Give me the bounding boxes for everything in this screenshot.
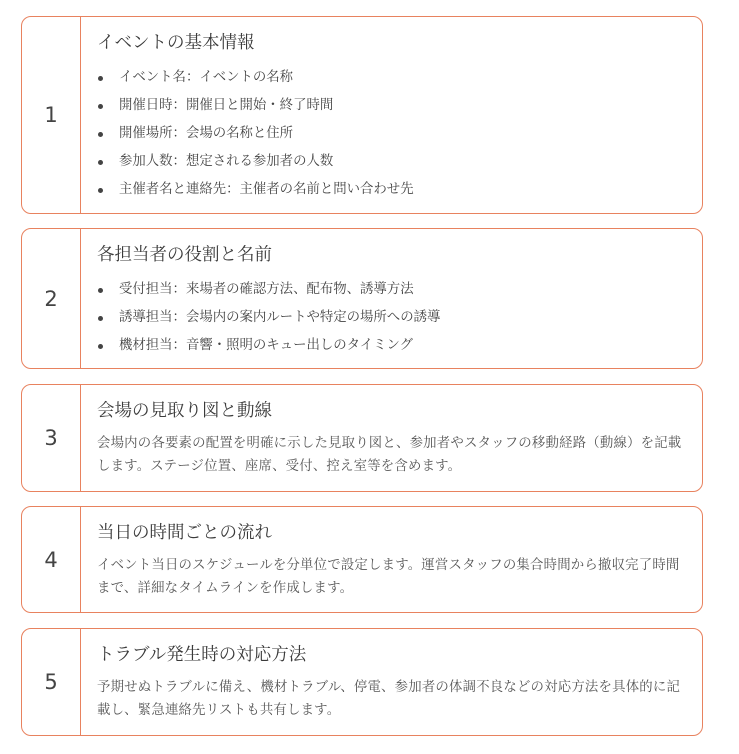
section-number: 5 (22, 629, 81, 735)
section-card-2 (21, 228, 703, 369)
section-number: 1 (22, 17, 81, 213)
list-item: 主催者名と連絡先：主催者の名前と問い合わせ先 (97, 176, 696, 204)
section-title: 会場の見取り図と動線 (97, 401, 272, 421)
list-item: 参加人数：想定される参加者の人数 (97, 148, 696, 176)
bullet-list (97, 276, 696, 360)
list-item: 誘導担当：会場内の案内ルートや特定の場所への誘導 (97, 304, 696, 332)
section-body (81, 507, 702, 612)
section-card-3 (21, 384, 703, 492)
section-card-1 (21, 16, 703, 214)
section-description: イベント当日のスケジュールを分単位で設定します。運営スタッフの集合時間から撤収完了時間まで、詳細なタイムラインを作成します。 (97, 558, 680, 596)
section-title: 各担当者の役割と名前 (97, 245, 272, 265)
list-item: 開催日時：開催日と開始・終了時間 (97, 92, 696, 120)
section-title: 当日の時間ごとの流れ (97, 523, 272, 543)
section-card-5 (21, 628, 703, 736)
section-title: トラブル発生時の対応方法 (97, 645, 307, 665)
list-item: 機材担当：音響・照明のキュー出しのタイミング (97, 332, 696, 360)
section-number: 2 (22, 229, 81, 368)
section-description: 会場内の各要素の配置を明確に示した見取り図と、参加者やスタッフの移動経路（動線）を記載します。ステージ位置、座席、受付、控え室等を含めます。 (97, 436, 682, 474)
list-item: イベント名：イベントの名称 (97, 64, 696, 92)
section-body (81, 17, 702, 213)
section-body (81, 229, 702, 368)
section-number: 4 (22, 507, 81, 612)
section-number: 3 (22, 385, 81, 491)
section-description: 予期せぬトラブルに備え、機材トラブル、停電、参加者の体調不良などの対応方法を具体的に記載し、緊急連絡先リストも共有します。 (97, 680, 681, 718)
list-item: 受付担当：来場者の確認方法、配布物、誘導方法 (97, 276, 696, 304)
list-item: 開催場所：会場の名称と住所 (97, 120, 696, 148)
section-body (81, 629, 702, 735)
section-title: イベントの基本情報 (97, 33, 255, 53)
section-card-4 (21, 506, 703, 613)
section-body (81, 385, 702, 491)
bullet-list (97, 64, 696, 204)
